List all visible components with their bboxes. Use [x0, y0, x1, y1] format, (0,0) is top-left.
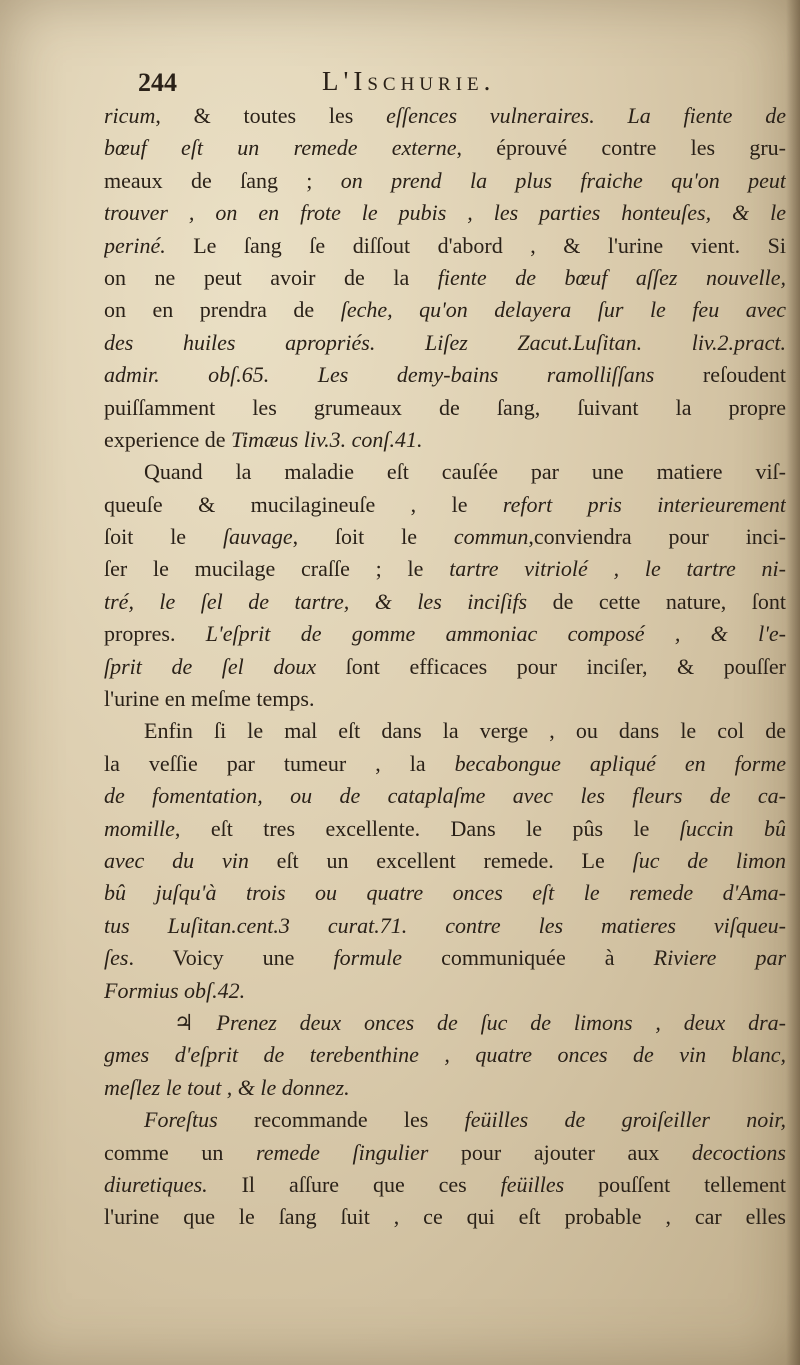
text-line [104, 424, 786, 456]
text-segment: ſeche, qu'on delayera ſur le feu avec [340, 297, 786, 323]
text-segment: communiquée à [401, 945, 654, 971]
text-line [104, 586, 786, 618]
text-line [104, 1039, 786, 1071]
text-line [104, 132, 786, 164]
text-line [104, 845, 786, 877]
text-segment: pour ajouter aux [428, 1139, 692, 1165]
text-segment: momille [104, 815, 175, 841]
text-segment: pouſſent tellement [564, 1171, 786, 1197]
text-segment: l'urine que le ſang ſuit , ce qui eſt probable , car elles [104, 1204, 786, 1230]
text-segment: tré, le ſel de tartre, & les inciſifs [104, 588, 528, 614]
text-line [104, 1137, 786, 1169]
text-segment: ſuc de limon [632, 847, 786, 873]
text-line [104, 877, 786, 909]
text-segment: feüilles de groiſeiller noir, [464, 1107, 786, 1133]
text-segment: decoctions [691, 1139, 786, 1165]
text-line [104, 392, 786, 424]
text-segment: Foreſtus [144, 1107, 218, 1133]
text-segment: Enfin ſi le mal eſt dans la verge , ou dans le col de [144, 718, 786, 744]
text-line [104, 1201, 786, 1233]
text-segment: l'urine en meſme temps. [104, 686, 315, 712]
text-segment: feüilles [500, 1171, 565, 1197]
text-segment: Formius obſ.42. [104, 977, 246, 1003]
text-segment: tus Luſitan.cent.3 curat.71. contre les matieres viſqueu- [104, 912, 786, 938]
text-segment: admir. obſ.65. Les demy-bains ramolliſſans [104, 362, 655, 388]
text-line [104, 262, 786, 294]
text-segment: eſt un excellent remede. Le [248, 847, 633, 873]
text-line [104, 975, 786, 1007]
text-segment: queuſe & mucilagineuſe , le [104, 491, 503, 517]
text-segment: ♃ Prenez deux onces de ſuc de limons , deux dra- [174, 1009, 786, 1035]
text-line [104, 521, 786, 553]
text-segment: commun [453, 524, 529, 550]
text-segment: Le ſang ſe diſſout d'abord , & l'urine vient. Si [165, 232, 786, 258]
text-segment: Il aſſure que ces [207, 1171, 501, 1197]
text-segment: ſprit de ſel doux [104, 653, 317, 679]
text-segment: puiſſamment les grumeaux de ſang, ſuivant la propre [104, 394, 786, 420]
text-segment: reſoudent [654, 362, 786, 388]
text-segment: meaux de ſang ; [104, 167, 341, 193]
page-number: 244 [138, 68, 177, 97]
text-segment: experience de [104, 426, 232, 452]
text-segment: bû juſqu'à trois ou quatre onces eſt le remede d'Ama- [104, 880, 786, 906]
text-segment: L'eſprit de gomme ammoniac composé , & l'e- [205, 621, 786, 647]
text-segment: . Voicy une [128, 945, 334, 971]
text-segment: ſont efficaces pour inciſer, & pouſſer [316, 653, 786, 679]
text-line [104, 489, 786, 521]
text-segment: trouver , on en frote le pubis , les parties honteuſes, & le [104, 200, 786, 226]
text-segment: on en prendra de [104, 297, 341, 323]
text-line [104, 780, 786, 812]
text-segment: ſauvage [222, 524, 293, 550]
text-line [104, 456, 786, 488]
text-segment: remede ſingulier [255, 1139, 429, 1165]
text-line [104, 715, 786, 747]
text-segment: on prend la plus fraiche qu'on peut [340, 167, 786, 193]
running-head [104, 62, 794, 96]
text-line [104, 230, 786, 262]
text-segment: Timæus liv.3. conſ.41. [231, 426, 423, 452]
text-line [104, 1104, 786, 1136]
text-segment: ſer le mucilage craſſe ; le [104, 556, 450, 582]
text-segment: ſuccin bû [679, 815, 786, 841]
text-line [104, 1072, 786, 1104]
text-line [104, 683, 786, 715]
text-segment: avec du vin [104, 847, 249, 873]
text-segment: comme un [104, 1139, 256, 1165]
text-line [104, 618, 786, 650]
running-head-title: L'Ischurie. [322, 66, 496, 96]
body-text [104, 100, 794, 1234]
text-segment: Riviere par [653, 945, 786, 971]
text-segment: bœuf eſt un remede externe [104, 135, 457, 161]
text-segment: refort pris interieurement [502, 491, 786, 517]
text-segment: periné. [104, 232, 166, 258]
text-segment: de cette nature, ſont [527, 588, 786, 614]
text-segment: becabongue apliqué en forme [454, 750, 786, 776]
text-segment: gmes d'eſprit de terebenthine , quatre onces de vin blanc, [104, 1042, 786, 1068]
text-segment: de fomentation, ou de cataplaſme avec les fleurs de ca- [104, 783, 786, 809]
text-segment: des huiles apropriés. Liſez Zacut.Luſitan. liv.2.pract. [104, 329, 786, 355]
text-segment: la veſſie par tumeur , la [104, 750, 455, 776]
text-segment: formule [333, 945, 402, 971]
text-segment: Quand la maladie eſt cauſée par une matiere viſ- [144, 459, 786, 485]
text-line [104, 942, 786, 974]
text-segment: ,conviendra pour inci- [528, 524, 786, 550]
text-line [104, 197, 786, 229]
text-segment: fiente de bœuf aſſez nouvelle, [437, 264, 786, 290]
text-segment: tartre vitriolé , le tartre ni- [449, 556, 786, 582]
text-line [104, 100, 786, 132]
text-line [104, 813, 786, 845]
text-segment: , & toutes les [155, 103, 387, 128]
text-segment: propres. [104, 621, 206, 647]
text-segment: ſes [104, 945, 129, 971]
text-segment: , eſt tres excellente. Dans le pûs le [174, 815, 680, 841]
text-segment: recommande les [217, 1107, 465, 1133]
text-segment: ſoit le [104, 524, 223, 550]
text-segment: , éprouvé contre les gru- [456, 135, 786, 161]
text-line [104, 294, 786, 326]
text-line [104, 327, 786, 359]
text-line [104, 910, 786, 942]
page-text-block [104, 62, 794, 1234]
text-line [104, 1007, 786, 1039]
text-line [104, 359, 786, 391]
text-line [104, 553, 786, 585]
text-segment: , ſoit le [292, 524, 454, 550]
text-segment: meſlez le tout , & le donnez. [104, 1074, 350, 1100]
text-line [104, 1169, 786, 1201]
text-segment: diuretiques. [104, 1171, 208, 1197]
text-segment: ricum [104, 103, 156, 128]
text-segment: eſſences vulneraires. La fiente de [386, 103, 786, 128]
text-line [104, 748, 786, 780]
text-line [104, 651, 786, 683]
text-line [104, 165, 786, 197]
text-segment: on ne peut avoir de la [104, 264, 438, 290]
